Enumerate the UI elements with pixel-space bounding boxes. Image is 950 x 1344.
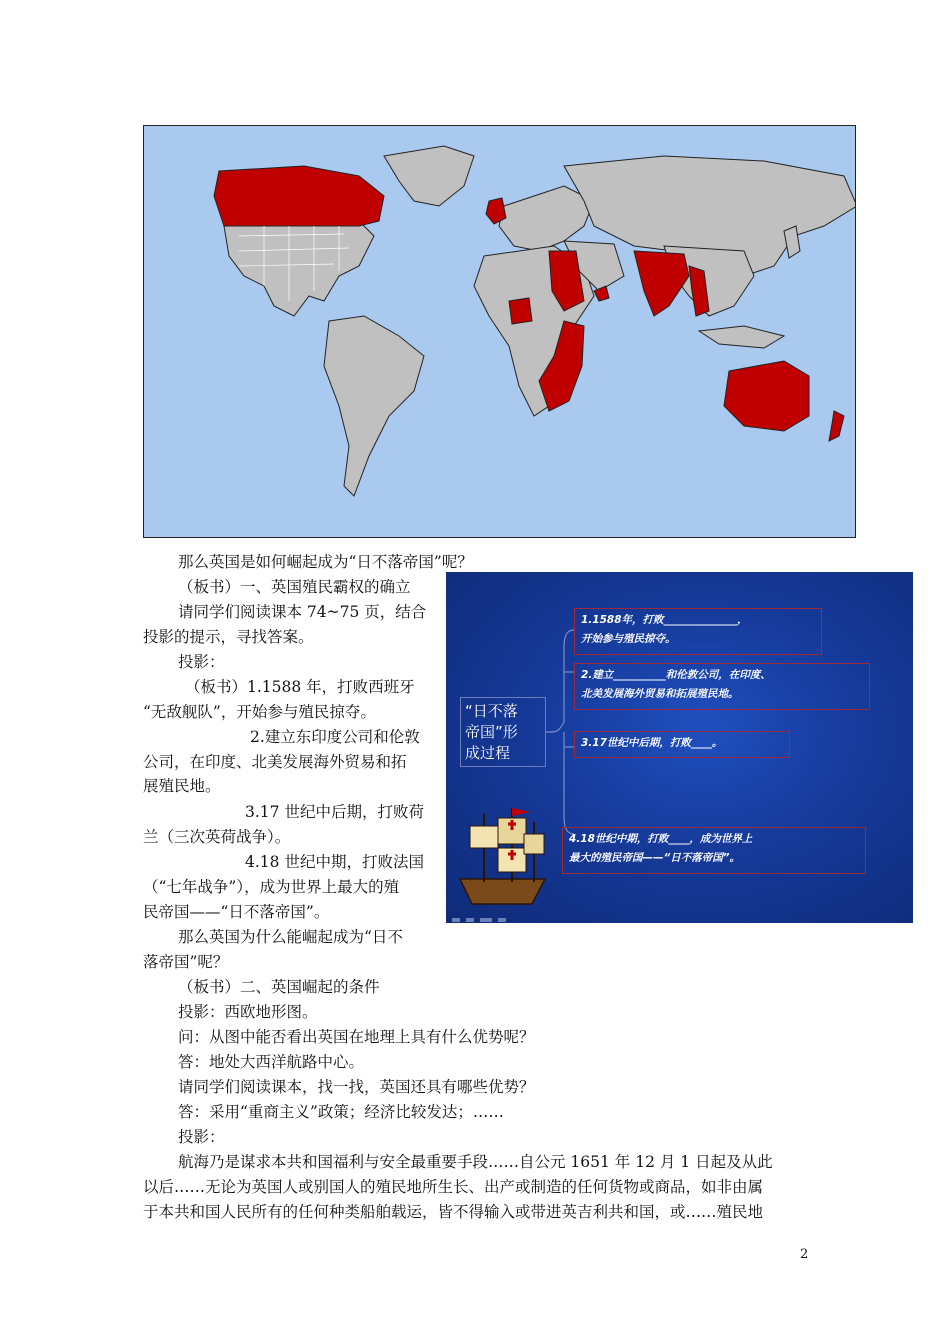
- point-2-line-2: 公司，在印度、北美发展海外贸易和拓: [143, 753, 407, 771]
- point-3-line-1: 3.17 世纪中后期，打败荷: [245, 803, 424, 821]
- slide-nav-controls: [452, 909, 512, 917]
- nigeria: [509, 298, 532, 324]
- page-number: 2: [800, 1247, 809, 1262]
- projection-western-europe: 投影：西欧地形图。: [178, 1003, 318, 1021]
- world-map-svg: [144, 126, 856, 538]
- paragraph-read-textbook-2: 投影的提示，寻找答案。: [143, 628, 314, 646]
- europe: [499, 186, 594, 251]
- slide-point-2: [574, 663, 870, 710]
- slide-title-line-2: 帝国”形: [465, 723, 518, 741]
- slide-title: [460, 697, 546, 767]
- point-4-line-1: 4.18 世纪中期，打败法国: [245, 853, 424, 871]
- new-zealand: [829, 411, 844, 441]
- slide-point-2-line-2: 北美发展海外贸易和拓展殖民地。: [581, 688, 739, 700]
- slide-point-1-line-1: 1.1588年，打败______________，: [581, 614, 748, 626]
- paragraph-why-rise-2: 落帝国”呢？: [143, 953, 229, 971]
- point-2-line-3: 展殖民地。: [143, 777, 221, 795]
- slide-point-4: [562, 827, 866, 874]
- slide-point-1: [574, 608, 822, 655]
- slide-point-1-line-2: 开始参与殖民掠夺。: [581, 633, 676, 645]
- paragraph-why-rise-1: 那么英国为什么能崛起成为“日不: [178, 928, 403, 946]
- south-america: [324, 316, 424, 496]
- navigation-act-line-1: 航海乃是谋求本共和国福利与安全最重要手段……自公元 1651 年 12 月 1 日起及从此: [178, 1153, 773, 1171]
- answer-geography: 答：地处大西洋航路中心。: [178, 1053, 365, 1071]
- point-2-line-1: 2.建立东印度公司和伦敦: [250, 728, 420, 746]
- greenland: [384, 146, 474, 206]
- slide-point-4-line-2: 最大的殖民帝国——“日不落帝国”。: [569, 852, 741, 864]
- answer-advantages: 答：采用“重商主义”政策；经济比较发达；……: [178, 1103, 504, 1121]
- navigation-act-line-2: 以后……无论为英国人或别国人的殖民地所生长、出产或制造的任何货物或商品，如非由属: [143, 1178, 764, 1196]
- indonesia: [699, 326, 784, 348]
- question-advantages: 请同学们阅读课本，找一找，英国还具有哪些优势？: [178, 1078, 535, 1096]
- heading-section-one: （板书）一、英国殖民霸权的确立: [178, 578, 411, 596]
- point-1-line-1: （板书）1.1588 年，打败西班牙: [185, 678, 415, 696]
- india: [634, 251, 689, 316]
- projection-label-1: 投影：: [178, 653, 225, 671]
- navigation-act-line-3: 于本共和国人民所有的任何种类船舶载运，皆不得输入或带进英吉利共和国，或……殖民地: [143, 1203, 764, 1221]
- british-empire-world-map: [143, 125, 856, 538]
- paragraph-question-rise: 那么英国是如何崛起成为“日不落帝国”呢？: [178, 553, 473, 571]
- australia: [724, 361, 809, 431]
- point-3-line-2: 兰（三次英荷战争）。: [143, 828, 291, 846]
- empire-formation-slide: [446, 572, 913, 923]
- point-1-line-2: “无敌舰队”，开始参与殖民掠夺。: [143, 703, 376, 721]
- point-4-line-3: 民帝国——“日不落帝国”。: [143, 903, 330, 921]
- projection-label-2: 投影：: [178, 1128, 225, 1146]
- sailing-ship-icon: [450, 804, 554, 910]
- slide-title-line-3: 成过程: [465, 744, 511, 762]
- paragraph-read-textbook-1: 请同学们阅读课本 74~75 页，结合: [178, 603, 427, 621]
- slide-point-4-line-1: 4.18世纪中期，打败____，成为世界上: [569, 833, 753, 845]
- heading-section-two: （板书）二、英国崛起的条件: [178, 978, 380, 996]
- slide-point-3: [574, 731, 790, 758]
- question-geography: 问：从图中能否看出英国在地理上具有什么优势呢？: [178, 1028, 535, 1046]
- canada: [214, 166, 384, 226]
- usa-mexico: [224, 221, 374, 316]
- slide-point-3-line-1: 3.17世纪中后期，打败____。: [581, 737, 723, 749]
- slide-point-2-line-1: 2.建立__________和伦敦公司，在印度、: [581, 669, 771, 681]
- slide-title-line-1: “日不落: [465, 702, 518, 720]
- point-4-line-2: （“七年战争”），成为世界上最大的殖: [143, 878, 400, 896]
